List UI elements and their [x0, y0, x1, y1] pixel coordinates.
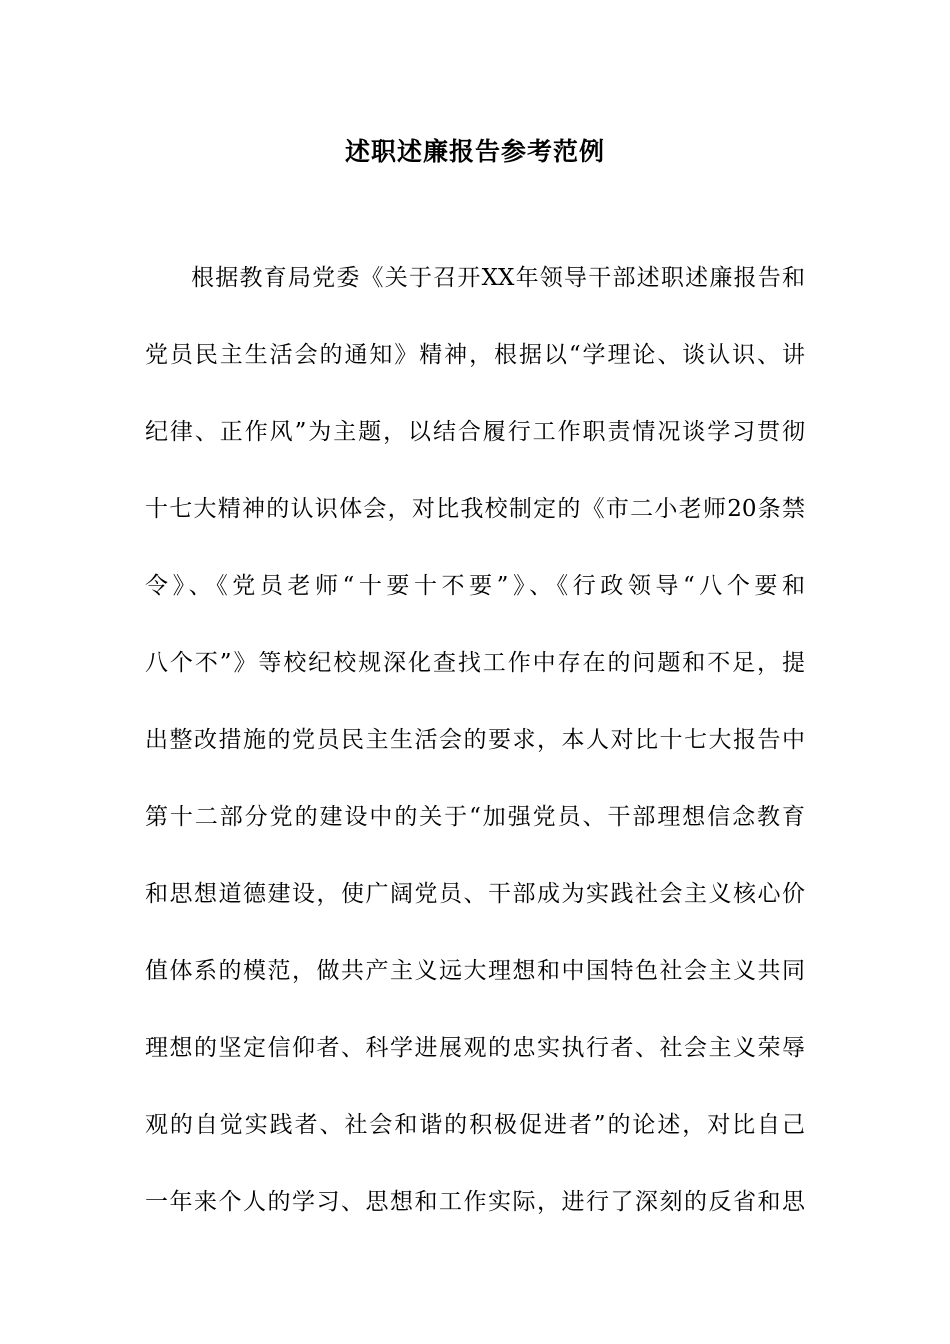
body-line: 值体系的模范，做共产主义远大理想和中国特色社会主义共同 — [145, 958, 805, 984]
body-line: 出整改措施的党员民主生活会的要求，本人对比十七大报告中 — [145, 727, 805, 753]
body-line: 八个不”》等校纪校规深化查找工作中存在的问题和不足，提 — [145, 650, 805, 676]
body-text — [145, 258, 805, 1259]
body-line: 十七大精神的认识体会，对比我校制定的《市二小老师20条禁 — [145, 496, 805, 522]
body-line: 党员民主生活会的通知》精神，根据以“学理论、谈认识、讲 — [145, 342, 805, 368]
body-line: 纪律、正作风”为主题，以结合履行工作职责情况谈学习贯彻 — [145, 419, 805, 445]
body-line: 理想的坚定信仰者、科学进展观的忠实执行者、社会主义荣辱 — [145, 1035, 805, 1061]
page-title: 述职述廉报告参考范例 — [344, 137, 605, 166]
body-line: 第十二部分党的建设中的关于“加强党员、干部理想信念教育 — [145, 804, 805, 830]
body-line: 令》、《党员老师“十要十不要”》、《行政领导“八个要和 — [145, 573, 805, 599]
body-line: 根据教育局党委《关于召开XX年领导干部述职述廉报告和 — [191, 265, 805, 291]
body-line: 和思想道德建设，使广阔党员、干部成为实践社会主义核心价 — [145, 881, 805, 907]
body-line: 一年来个人的学习、思想和工作实际，进行了深刻的反省和思 — [145, 1189, 805, 1215]
body-line: 观的自觉实践者、社会和谐的积极促进者”的论述，对比自己 — [145, 1112, 805, 1138]
